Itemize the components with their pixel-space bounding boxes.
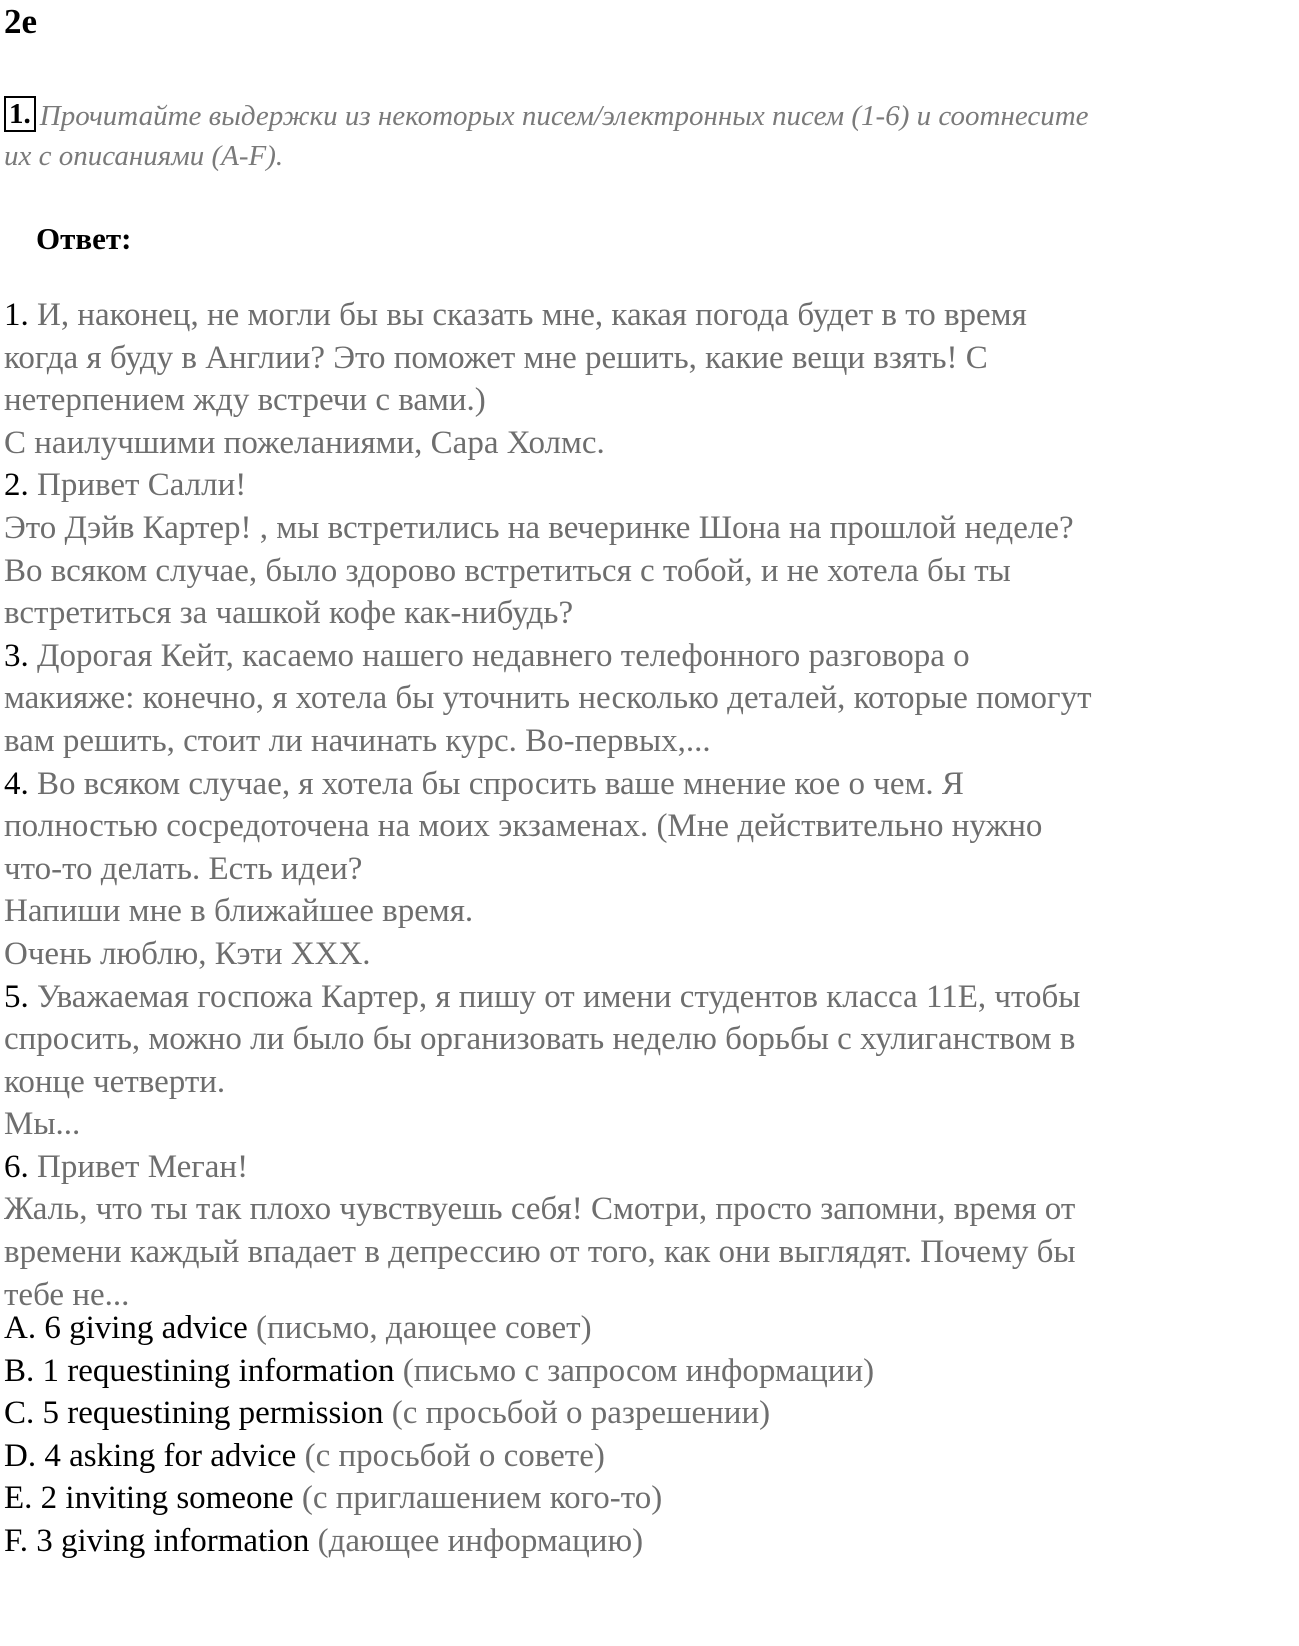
excerpt-text: Привет Салли! <box>28 467 247 504</box>
excerpt-line <box>4 1146 1294 1189</box>
excerpt-number: 4. <box>4 765 29 802</box>
excerpt-line: тебе не... <box>4 1276 130 1313</box>
excerpt-line: времени каждый впадает в депрессию от того, как они выглядят. Почему бы <box>4 1234 1076 1271</box>
match-translation: (с приглашением кого-то) <box>293 1480 663 1517</box>
match-label: C. 5 requestining permission <box>4 1395 384 1432</box>
excerpt-text: Привет Меган! <box>28 1148 249 1185</box>
excerpt-line <box>4 976 1294 1019</box>
match-item <box>4 1477 1294 1520</box>
answer-body <box>4 294 1294 1316</box>
excerpt-line: макияже: конечно, я хотела бы уточнить несколько деталей, которые помогут <box>4 680 1092 717</box>
match-item <box>4 1350 1294 1393</box>
answer-label: Ответ: <box>36 221 132 256</box>
match-translation: (с просьбой о разрешении) <box>383 1395 771 1432</box>
excerpt-line: С наилучшими пожеланиями, Сара Холмс. <box>4 424 605 461</box>
excerpt-line: спросить, можно ли было бы организовать неделю борьбы с хулиганством в <box>4 1021 1076 1058</box>
excerpt-line: Напиши мне в ближайшее время. <box>4 893 474 930</box>
excerpt-line <box>4 635 1294 678</box>
task-instruction-line-1: Прочитайте выдержки из некоторых писем/электронных писем (1-6) и соотнесите <box>39 100 1089 132</box>
match-item <box>4 1435 1294 1478</box>
excerpt-number: 5. <box>4 978 29 1015</box>
match-translation: (письмо, дающее совет) <box>247 1310 592 1346</box>
excerpt-line: нетерпением жду встречи с вами.) <box>4 382 486 419</box>
excerpt-line: Очень люблю, Кэти XXX. <box>4 935 371 972</box>
excerpt-text: И, наконец, не могли бы вы сказать мне, какая погода будет в то время <box>28 297 1027 333</box>
excerpt-line: что-то делать. Есть идеи? <box>4 850 363 887</box>
match-label: B. 1 requestining information <box>4 1352 395 1389</box>
excerpt-line: Во всяком случае, было здорово встретиться с тобой, и не хотела бы ты <box>4 552 1011 589</box>
match-list <box>4 1307 1294 1563</box>
excerpt-line: когда я буду в Англии? Это поможет мне решить, какие вещи взять! С <box>4 339 988 376</box>
task-instruction <box>4 96 1284 176</box>
match-translation: (дающее информацию) <box>309 1522 644 1559</box>
excerpt-line <box>4 763 1294 806</box>
excerpt-line <box>4 294 1294 337</box>
excerpt-text: Дорогая Кейт, касаемо нашего недавнего телефонного разговора о <box>28 637 970 674</box>
excerpt-line: Жаль, что ты так плохо чувствуешь себя! Смотри, просто запомни, время от <box>4 1191 1076 1228</box>
excerpt-number: 3. <box>4 637 29 674</box>
match-label: D. 4 asking for advice <box>4 1437 297 1474</box>
match-translation: (письмо с запросом информации) <box>394 1352 875 1389</box>
excerpt-number: 2. <box>4 467 29 504</box>
match-item <box>4 1392 1294 1435</box>
excerpt-line: конце четверти. <box>4 1063 226 1100</box>
excerpt-line: Это Дэйв Картер! , мы встретились на вечеринке Шона на прошлой неделе? <box>4 509 1074 546</box>
match-item <box>4 1520 1294 1563</box>
section-title: 2e <box>4 2 38 41</box>
excerpt-line: встретиться за чашкой кофе как-нибудь? <box>4 595 574 632</box>
match-label: F. 3 giving information <box>4 1522 310 1559</box>
match-label: E. 2 inviting someone <box>4 1480 294 1517</box>
excerpt-text: Во всяком случае, я хотела бы спросить ваше мнение кое о чем. Я <box>28 765 964 802</box>
task-instruction-line-2: их с описаниями (A-F). <box>4 140 284 172</box>
excerpt-text: Уважаемая госпожа Картер, я пишу от имени студентов класса 11E, чтобы <box>28 978 1081 1015</box>
excerpt-number: 6. <box>4 1148 29 1185</box>
match-item <box>4 1307 1294 1350</box>
excerpt-number: 1. <box>4 297 29 333</box>
match-label: A. 6 giving advice <box>4 1310 248 1346</box>
excerpt-line: Мы... <box>4 1106 81 1143</box>
match-translation: (с просьбой о совете) <box>296 1437 605 1474</box>
excerpt-line: полностью сосредоточена на моих экзаменах. (Мне действительно нужно <box>4 808 1043 845</box>
task-number-box: 1. <box>4 96 36 132</box>
excerpt-line: вам решить, стоит ли начинать курс. Во-первых,... <box>4 722 711 759</box>
excerpt-line <box>4 464 1294 507</box>
